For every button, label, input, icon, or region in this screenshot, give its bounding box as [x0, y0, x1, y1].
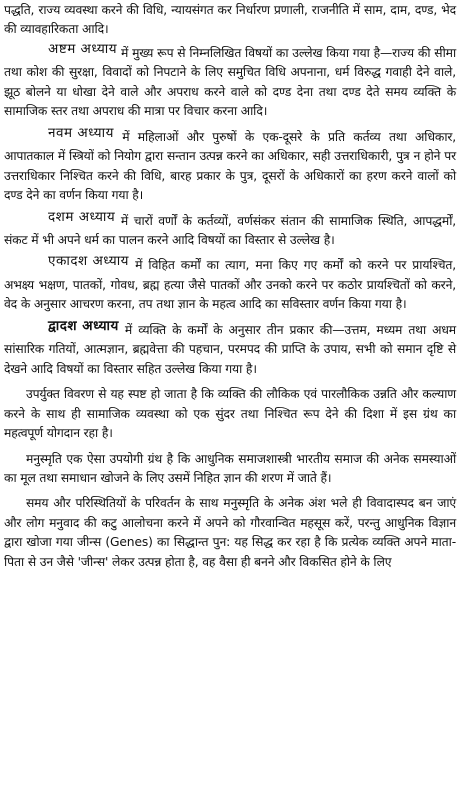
- paragraph-chapter-11: [4, 253, 456, 314]
- paragraph-genes: [4, 494, 456, 572]
- paragraph-text: समय और परिस्थितियों के परिवर्तन के साथ मनुस्मृति के अनेक अंश भले ही विवादास्पद बन जाएं और लोग मनुवाद की कटु आलोचना करने में अपने को गौरवान्वित महसूस करें, परन्तु आधुनिक विज्ञान द्वारा खोजा गया जीन्स (Genes) का सिद्धान्त पुन: यह सिद्ध कर रहा है कि प्रत्येक व्यक्ति अपने माता-पिता से उन जैसे 'जीन्स' लेकर उत्पन्न होता है, वह वैसा ही बनने और विकसित होने के लिए: [4, 496, 456, 569]
- paragraph-text: उपर्युक्त विवरण से यह स्पष्ट हो जाता है कि व्यक्ति की लौकिक एवं पारलौकिक उन्नति और कल्याण करने के साथ ही सामाजिक व्यवस्था को एक सुंदर तथा निश्चित रूप देने की दिशा में इस ग्रंथ का महत्वपूर्ण योगदान रहा है।: [4, 387, 456, 441]
- paragraph-summary: [4, 385, 456, 443]
- paragraph-text: में विहित कर्मों का त्याग, मना किए गए कर्मों को करने पर प्रायश्चित, अभक्ष्य भक्षण, पातकों, गोवध, ब्रह्म हत्या जैसे पातकों और उनको करने पर कठोर प्रायश्चितों को करने, वेद के अनुसार आचरण करना, तप तथा ज्ञान के महत्व आदि का सविस्तार वर्णन किया गया है।: [4, 258, 456, 312]
- paragraph-text: मनुस्मृति एक ऐसा उपयोगी ग्रंथ है कि आधुनिक समाजशास्त्री भारतीय समाज की अनेक समस्याओं का मूल तथा समाधान खोजने के लिए उसमें निहित ज्ञान की शरण में जाते हैं।: [4, 451, 456, 485]
- paragraph-chapter-8: [4, 40, 456, 122]
- chapter-heading: एकादश अध्याय: [48, 253, 130, 270]
- paragraph-chapter-10: [4, 208, 456, 251]
- chapter-heading: नवम अध्याय: [48, 124, 114, 141]
- paragraph-chapter-12: [4, 317, 456, 379]
- paragraph-manusmriti-utility: [4, 450, 456, 489]
- paragraph-chapter-9: [4, 124, 456, 206]
- chapter-heading: अष्टम अध्याय: [48, 40, 118, 57]
- paragraph-text: में व्यक्ति के कर्मों के अनुसार तीन प्रकार की—उत्तम, मध्यम तथा अधम सांसारिक गतियों, आत्मज्ञान, ब्रह्मवेत्ता की पहचान, परमपद की प्राप्ति के उपाय, सभी को समान दृष्टि से देखने आदि विषयों का विस्तार सहित उल्लेख किया गया है।: [4, 322, 456, 376]
- paragraph-text: में महिलाओं और पुरुषों के एक-दूसरे के प्रति कर्तव्य तथा अधिकार, आपातकाल में स्त्रियों को नियोग द्वारा सन्तान उत्पन्न करने का अधिकार, सही उत्तराधिकारी, पुत्र न होने पर उत्तराधिकार निश्चित करने की विधि, बारह प्रकार के पुत्र, दूसरों के अधिकारों का हरण करने वालों को दण्ड देने का वर्णन किया गया है।: [4, 129, 456, 203]
- chapter-heading: दशम अध्याय: [48, 208, 116, 225]
- paragraph-intro: [4, 1, 456, 40]
- paragraph-text: में चारों वर्णों के कर्तव्यों, वर्णसंकर संतान की सामाजिक स्थिति, आपद्धर्मों, संकट में भी अपने धर्म का पालन करने आदि विषयों का विस्तार से उल्लेख है।: [4, 213, 456, 247]
- chapter-heading: द्वादश अध्याय: [48, 317, 119, 334]
- paragraph-text: पद्धति, राज्य व्यवस्था करने की विधि, न्यायसंगत कर निर्धारण प्रणाली, राजनीति में साम, दाम, दण्ड, भेद की व्यावहारिकता आदि।: [4, 3, 456, 37]
- paragraph-text: में मुख्य रूप से निम्नलिखित विषयों का उल्लेख किया गया है—राज्य की सीमा तथा कोश की सुरक्षा, विवादों को निपटाने के लिए समुचित विधि अपनाना, धर्म विरुद्ध गवाही देने वाले, झूठ बोलने या धोखा देने वाले और अपराध करने वाले को दण्ड देना तथा दण्ड देते समय व्यक्ति के सामाजिक स्तर तथा अपराध की मात्रा पर विचार करना आदि।: [4, 45, 456, 119]
